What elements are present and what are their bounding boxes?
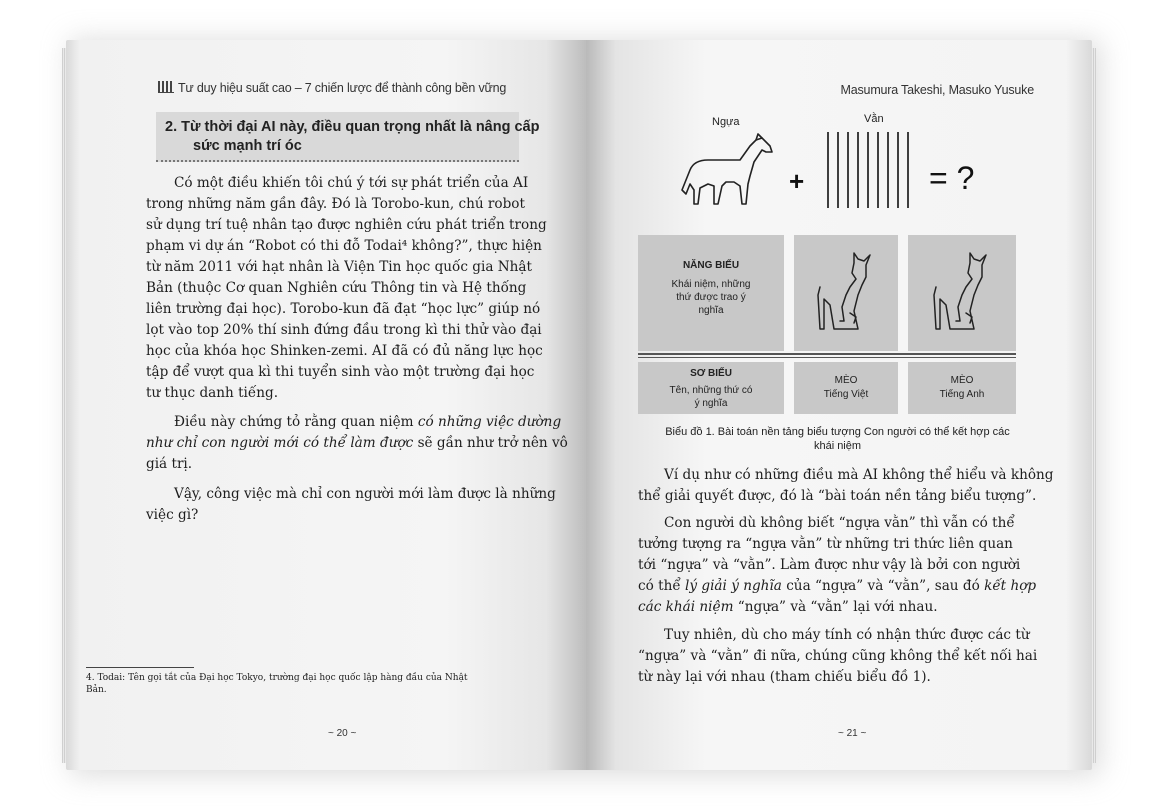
stripe-lines bbox=[828, 132, 908, 208]
stripes-label: Vằn bbox=[864, 113, 884, 125]
horse-drawing bbox=[678, 132, 778, 210]
italic-span: như chỉ con người mới có thể làm được bbox=[146, 435, 414, 451]
left-paragraph-1 bbox=[146, 173, 547, 404]
italic-span: lý giải ý nghĩa bbox=[685, 578, 782, 594]
signifier-desc bbox=[638, 384, 784, 410]
cat-icon bbox=[814, 251, 878, 335]
text-line: tập để vượt qua kì thi tuyển sinh vào một trường đại học bbox=[146, 364, 535, 380]
signified-title: NĂNG BIẾU bbox=[682, 260, 740, 271]
cat-vn-desc: Tiếng Việt bbox=[823, 389, 869, 400]
text-span: của “ngựa” và “vằn”, sau đó bbox=[781, 578, 985, 594]
horse-outline bbox=[682, 134, 772, 204]
cat-drawing-cell-en bbox=[908, 235, 1016, 351]
text-line: tư thục danh tiếng. bbox=[146, 385, 279, 401]
cell-line: Tên, những thứ có bbox=[669, 385, 753, 396]
right-page-number: ~ 21 ~ bbox=[838, 728, 867, 739]
text-line: từ năm 2011 với hạt nhân là Viện Tin học quốc gia Nhật bbox=[146, 259, 532, 275]
text-span: có thể bbox=[638, 578, 686, 594]
left-header-text: Tư duy hiệu suất cao – 7 chiến lược để thành công bền vững bbox=[178, 81, 507, 95]
text-span: sẽ gần như trở nên vô bbox=[413, 435, 568, 451]
footnote bbox=[86, 672, 466, 696]
cat-vn-cell bbox=[794, 362, 898, 414]
text-line: sử dụng trí tuệ nhân tạo được nghiên cứu phát triển trong bbox=[146, 217, 547, 233]
cell-line: Khái niệm, những bbox=[671, 279, 751, 290]
left-running-header bbox=[158, 81, 506, 95]
footnote-line: 4. Todai: Tên gọi tắt của Đại học Tokyo, trường đại học quốc lập hàng đầu của Nhật bbox=[86, 673, 468, 683]
text-line: tưởng tượng ra “ngựa vằn” từ những tri thức liên quan bbox=[638, 536, 1013, 552]
text-line: liên trường đại học). Torobo-kun đã đạt “học lực” giúp nó bbox=[146, 301, 541, 317]
bar-chart-icon bbox=[158, 81, 174, 93]
text-line: Bản (thuộc Cơ quan Nghiên cứu Thông tin và Hệ thống bbox=[146, 280, 527, 296]
figure-caption bbox=[636, 425, 1039, 453]
footnote-line: Bản. bbox=[86, 685, 107, 695]
text-line: Ví dụ như có những điều mà AI không thể hiểu và không bbox=[664, 467, 1054, 483]
cell-line: nghĩa bbox=[698, 305, 724, 316]
text-line: thể giải quyết được, đó là “bài toán nền tảng biểu tượng”. bbox=[638, 488, 1037, 504]
text-line: việc gì? bbox=[146, 507, 199, 523]
text-line: học của khóa học Shinken-zemi. AI đã có đủ năng lực học bbox=[146, 343, 543, 359]
text-span: “ngựa” và “vằn” lại với nhau. bbox=[733, 599, 938, 615]
signified-cell bbox=[638, 235, 784, 351]
text-line: Tuy nhiên, dù cho máy tính có nhận thức được các từ bbox=[664, 627, 1030, 643]
caption-line: khái niệm bbox=[813, 440, 862, 452]
signifier-cell bbox=[638, 362, 784, 414]
section-title-line2: sức mạnh trí óc bbox=[193, 138, 302, 154]
left-paragraph-3 bbox=[146, 484, 556, 526]
text-line: tới “ngựa” và “vằn”. Làm được như vậy là bởi con người bbox=[638, 557, 1021, 573]
text-line: lọt vào top 20% thí sinh đứng đầu trong kì thi thử vào đại bbox=[146, 322, 542, 338]
grid-divider-bottom bbox=[638, 357, 1016, 358]
text-line: trong những năm gần đây. Đó là Torobo-kun, chú robot bbox=[146, 196, 525, 212]
equals-question: = ? bbox=[929, 160, 975, 196]
right-running-header: Masumura Takeshi, Masuko Yusuke bbox=[840, 83, 1034, 97]
text-span: Điều này chứng tỏ rằng quan niệm bbox=[174, 414, 418, 430]
left-page-number: ~ 20 ~ bbox=[328, 728, 357, 739]
left-page bbox=[66, 40, 586, 770]
section-title-line1: 2. Từ thời đại AI này, điều quan trọng nhất là nâng cấp bbox=[165, 119, 540, 135]
horse-label: Ngựa bbox=[712, 116, 740, 128]
cat-vn-title: MÈO bbox=[834, 375, 858, 386]
text-line: “ngựa” và “vằn” đi nữa, chúng cũng không thể kết nối hai bbox=[638, 648, 1038, 664]
cell-line: thứ được trao ý bbox=[676, 292, 746, 303]
signified-desc bbox=[638, 278, 784, 317]
text-line: Con người dù không biết “ngựa vằn” thì vẫn có thể bbox=[664, 515, 1015, 531]
left-paragraph-2 bbox=[146, 412, 568, 475]
cat-en-desc: Tiếng Anh bbox=[939, 389, 985, 400]
right-paragraph-2 bbox=[638, 513, 1038, 618]
section-heading-box bbox=[156, 112, 540, 162]
cat-drawing-cell-vn bbox=[794, 235, 898, 351]
caption-line: Biểu đồ 1. Bài toán nền tảng biểu tượng Con người có thể kết hợp các bbox=[665, 426, 1010, 438]
text-line: giá trị. bbox=[146, 456, 193, 472]
cat-icon bbox=[930, 251, 994, 335]
cat-en-cell bbox=[908, 362, 1016, 414]
right-paragraph-1 bbox=[638, 465, 1054, 507]
plus-sign: + bbox=[789, 166, 805, 196]
grid-divider-top bbox=[638, 353, 1016, 355]
text-line: phạm vi dự án “Robot có thi đỗ Todai⁴ không?”, thực hiện bbox=[146, 238, 542, 254]
footnote-rule bbox=[86, 667, 194, 668]
italic-span: có những việc dường bbox=[417, 414, 562, 430]
italic-span: các khái niệm bbox=[638, 599, 734, 615]
text-line: Vậy, công việc mà chỉ con người mới làm được là những bbox=[174, 486, 556, 502]
right-page bbox=[586, 40, 1092, 770]
text-line: Có một điều khiến tôi chú ý tới sự phát triển của AI bbox=[174, 175, 529, 191]
right-paragraph-3 bbox=[638, 625, 1038, 688]
cell-line: ý nghĩa bbox=[694, 398, 728, 409]
signifier-title: SƠ BIẾU bbox=[690, 368, 732, 379]
stripes-drawing bbox=[824, 130, 912, 210]
italic-span: kết hợp bbox=[984, 578, 1037, 594]
cat-en-title: MÈO bbox=[950, 375, 974, 386]
text-line: từ này lại với nhau (tham chiếu biểu đồ 1). bbox=[638, 669, 931, 685]
